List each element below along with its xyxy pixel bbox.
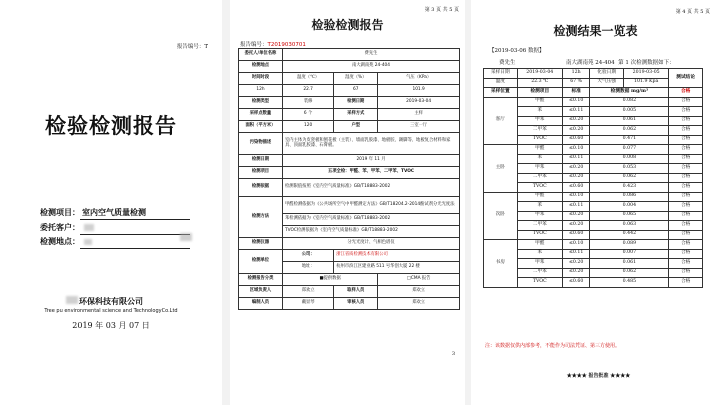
value-cell: 0.423	[590, 183, 669, 193]
cell: ■提供数据	[283, 274, 378, 286]
result-cell: 合格	[669, 259, 703, 269]
cell: 湿度（%）	[334, 73, 378, 85]
item-cell: 二甲苯	[517, 126, 562, 136]
result-cell: 合格	[669, 116, 703, 126]
table-row	[239, 85, 460, 97]
standard-cell: ≤0.60	[562, 278, 589, 288]
cell: 气压（KPa）	[378, 73, 460, 85]
conclusion-header: 测试结论	[669, 69, 703, 88]
table-row	[239, 109, 460, 121]
item-cell: 甲苯	[517, 116, 562, 126]
row-label: 采样点数量	[239, 109, 283, 121]
cell: 地址：	[283, 262, 334, 274]
result-cell: 合格	[669, 164, 703, 174]
standard-cell: ≤0.10	[562, 240, 589, 250]
standard-cell: ≤0.20	[562, 221, 589, 231]
row-label: 检测方法	[239, 197, 283, 238]
cover-item-label: 检测项目：	[40, 208, 80, 217]
row-label: 取样人员	[334, 286, 378, 298]
cover-item-underline	[80, 219, 190, 220]
pollutant-description: 室内主体为皮瓷板和刨花板（主装）、墙面乳胶漆、地板胶、踢脚等、地板复合材料和家具、顶面乳胶漆、石膏板。	[283, 133, 460, 155]
cell: 120	[283, 121, 334, 133]
page3-client: 费先生	[499, 60, 516, 66]
item-cell: TVOC	[517, 183, 562, 193]
standard-cell: ≤0.11	[562, 154, 589, 164]
result-cell: 合格	[669, 135, 703, 145]
company-name: 浙江省质检测技术有限公司	[334, 250, 460, 262]
location-cell: 次卧	[484, 192, 518, 240]
location-cell: 书房	[484, 240, 518, 288]
cover-place-underline	[80, 248, 190, 249]
value-cell: 0.471	[590, 135, 669, 145]
table-row	[484, 173, 703, 183]
standard-cell: ≤0.10	[562, 192, 589, 202]
item-cell: 甲醛	[517, 97, 562, 107]
item-cell: TVOC	[517, 135, 562, 145]
standard-cell: ≤0.60	[562, 183, 589, 193]
value-cell: 0.062	[590, 126, 669, 136]
table-row	[484, 145, 703, 155]
table-row	[239, 121, 460, 133]
value-cell: 0.442	[590, 230, 669, 240]
item-cell: 甲醛	[517, 145, 562, 155]
cover-date: 2019 年 03 月 07 日	[72, 321, 150, 330]
row-label: 时间时段	[239, 73, 283, 85]
cover-client-underline	[80, 234, 190, 235]
standard-cell: ≤0.10	[562, 97, 589, 107]
location-value: 南大湖南苑 24-404	[283, 61, 460, 73]
value-cell: 0.065	[590, 211, 669, 221]
table-row	[484, 126, 703, 136]
report-detail-table	[238, 48, 460, 310]
value-cell: 0.485	[590, 278, 669, 288]
table-row	[239, 179, 460, 197]
cell: 检测限值按照《室内空气质量标准》GB/T18883-2002	[283, 179, 460, 197]
cell: □CMA 报告	[378, 274, 460, 286]
cover-report-number: 报告编号：T	[176, 44, 208, 50]
page3-note: 注：该数据仅供内部参考，不能作为司法凭证、第三方使用。	[485, 343, 621, 349]
cell: 大气压强	[590, 78, 624, 88]
value-cell: 0.077	[590, 145, 669, 155]
item-cell: 二甲苯	[517, 173, 562, 183]
cell: 2019-03-04	[517, 69, 562, 79]
table-row	[484, 97, 703, 107]
item-cell: 甲醛	[517, 192, 562, 202]
value-cell: 0.089	[590, 240, 669, 250]
standard-cell: ≤0.20	[562, 259, 589, 269]
cell: 22.7	[283, 85, 334, 97]
cover-client-label: 委托客户：	[40, 223, 80, 232]
item-cell: 苯	[517, 107, 562, 117]
result-cell: 合格	[669, 240, 703, 250]
table-row	[484, 240, 703, 250]
location-cell: 客厅	[484, 97, 518, 145]
standard-cell: ≤0.11	[562, 202, 589, 212]
table-row	[484, 116, 703, 126]
cell: 6 个	[283, 109, 334, 121]
value-cell: 0.053	[590, 164, 669, 174]
item-cell: TVOC	[517, 230, 562, 240]
cell: 12h	[562, 69, 589, 79]
header-cell: 采样位置	[484, 88, 518, 98]
page3-address-value: 南大湖南苑 24-404	[566, 60, 615, 66]
result-cell: 合格	[669, 183, 703, 193]
row-label: 污染物描述	[239, 133, 283, 155]
table-row	[239, 298, 460, 310]
item-cell: 甲苯	[517, 164, 562, 174]
report-detail-page	[230, 0, 465, 405]
cover-place-field	[40, 236, 82, 247]
cell: 101.9 Kpa	[624, 78, 669, 88]
cell: 2019 年 11 月	[283, 155, 460, 167]
value-cell: 0.061	[590, 259, 669, 269]
table-row	[484, 278, 703, 288]
header-cell: 标准	[562, 88, 589, 98]
value-cell: 0.004	[590, 202, 669, 212]
page-gap	[222, 0, 230, 405]
header-cell: 检测数据 mg/m³	[590, 88, 669, 98]
standard-cell: ≤0.20	[562, 268, 589, 278]
standard-cell: ≤0.20	[562, 173, 589, 183]
table-row	[239, 274, 460, 286]
value-cell: 0.008	[590, 154, 669, 164]
result-cell: 合格	[669, 249, 703, 259]
row-label: 检测日期	[239, 155, 283, 167]
page3-date-line: 【2019-03-06 数据】	[489, 48, 545, 54]
cell: 温度（℃）	[283, 73, 334, 85]
result-cell: 合格	[669, 107, 703, 117]
row-label: 检测类型	[239, 97, 283, 109]
row-label: 区域负责人	[239, 286, 283, 298]
meta-row	[484, 69, 703, 79]
value-cell: 0.082	[590, 97, 669, 107]
item-cell: 苯	[517, 202, 562, 212]
standard-cell: ≤0.11	[562, 107, 589, 117]
table-row	[484, 211, 703, 221]
result-cell: 合格	[669, 145, 703, 155]
table-row	[239, 97, 460, 109]
page2-report-number	[240, 40, 306, 48]
result-cell: 合格	[669, 173, 703, 183]
row-label: 采样方式	[334, 109, 378, 121]
cover-company-en: Tree pu environmental science and TechnologyCo.Ltd	[44, 308, 178, 314]
table-row	[239, 49, 460, 61]
table-row	[239, 61, 460, 73]
cell: 2019-03-04	[378, 97, 460, 109]
cell: 装修	[283, 97, 334, 109]
page2-report-label: 报告编号：	[240, 42, 268, 48]
cover-client-field	[40, 222, 82, 233]
results-page	[471, 0, 720, 405]
cell: TVOC检测依据为《室内空气质量标准》GB/T18883-2002	[283, 226, 460, 238]
page2-title: 检验检测报告	[311, 18, 384, 32]
standard-cell: ≤0.20	[562, 116, 589, 126]
table-row	[484, 164, 703, 174]
result-cell: 合格	[669, 126, 703, 136]
cover-page	[0, 0, 222, 405]
item-cell: 苯	[517, 249, 562, 259]
cell: 分光光度计、气相色谱仪	[283, 238, 460, 250]
item-cell: 苯	[517, 154, 562, 164]
row-label: 检测项目	[239, 167, 283, 179]
row-label: 检测依据	[239, 179, 283, 197]
value-cell: 0.063	[590, 221, 669, 231]
cell: 郑欢立	[378, 298, 460, 310]
table-row	[239, 250, 460, 262]
page2-report-value: T2019030701	[267, 42, 306, 48]
table-row	[239, 197, 460, 214]
result-cell: 合格	[669, 268, 703, 278]
redacted-mark	[180, 233, 192, 241]
cell: 戴显琴	[283, 298, 334, 310]
table-row	[484, 135, 703, 145]
row-label: 检测单位	[239, 250, 283, 274]
cell: 101.9	[378, 85, 460, 97]
result-body	[484, 97, 703, 287]
table-row	[484, 183, 703, 193]
cell: 2019-03-05	[624, 69, 669, 79]
location-cell: 主卧	[484, 145, 518, 193]
table-row	[484, 268, 703, 278]
standard-cell: ≤0.11	[562, 249, 589, 259]
results-table	[483, 68, 703, 288]
cover-place-label: 检测地点：	[40, 237, 80, 246]
standard-cell: ≤0.20	[562, 164, 589, 174]
cell: 三室一厅	[378, 121, 460, 133]
result-cell: 合格	[669, 230, 703, 240]
standard-cell: ≤0.60	[562, 135, 589, 145]
value-cell: 0.062	[590, 268, 669, 278]
row-label: 检测仪器	[239, 238, 283, 250]
item-cell: 二甲苯	[517, 221, 562, 231]
cell: 67 %	[562, 78, 589, 88]
result-cell: 合格	[669, 154, 703, 164]
table-row	[239, 286, 460, 298]
cell: 郑欢立	[283, 286, 334, 298]
value-cell: 0.086	[590, 192, 669, 202]
redacted-client	[84, 224, 94, 231]
table-row	[239, 155, 460, 167]
value-cell: 0.061	[590, 116, 669, 126]
cell: 化验日期	[590, 69, 624, 79]
header-cell: 检测项目	[517, 88, 562, 98]
table-row	[239, 238, 460, 250]
table-row	[484, 107, 703, 117]
row-label: 委托人/单位名称	[239, 49, 283, 61]
table-row	[484, 249, 703, 259]
standard-cell: ≤0.60	[562, 230, 589, 240]
result-cell: 合格	[669, 278, 703, 288]
header-cell: 合格	[669, 88, 703, 98]
value-cell: 0.007	[590, 249, 669, 259]
cover-company: 环保科技有限公司	[79, 297, 143, 306]
cell: 主样	[378, 109, 460, 121]
value-cell: 0.062	[590, 173, 669, 183]
cover-item-value: 室内空气质量检测	[82, 208, 146, 217]
standard-cell: ≤0.10	[562, 145, 589, 155]
table-row	[239, 133, 460, 155]
page3-signature: ★★★★ 报告批准 ★★★★	[566, 373, 631, 379]
redacted-place	[84, 239, 92, 245]
cell: 甲醛检测依据为《公共场所空气中甲醛测定方法》GB/T18204.2-2014酚试剂分光光度法	[283, 197, 460, 214]
cell: 采样日期	[484, 69, 518, 79]
row-label: 检测日期	[334, 97, 378, 109]
page2-page-number: 第 3 页 共 5 页	[424, 7, 459, 13]
page3-page-number: 第 4 页 共 5 页	[675, 9, 710, 15]
row-label: 检测地点	[239, 61, 283, 73]
table-row	[484, 230, 703, 240]
cell: 22.3 ℃	[517, 78, 562, 88]
table-row	[484, 192, 703, 202]
cover-item-field	[40, 207, 146, 218]
result-cell: 合格	[669, 202, 703, 212]
result-cell: 合格	[669, 221, 703, 231]
table-row	[484, 202, 703, 212]
cell: 郑欢立	[378, 286, 460, 298]
row-label: 面积（平方米）	[239, 121, 283, 133]
item-cell: 甲苯	[517, 211, 562, 221]
standard-cell: ≤0.20	[562, 211, 589, 221]
cell: 12h	[239, 85, 283, 97]
row-label: 编制人员	[239, 298, 283, 310]
table-row	[239, 167, 460, 179]
result-cell: 合格	[669, 97, 703, 107]
standard-cell: ≤0.20	[562, 126, 589, 136]
cover-title: 检验检测报告	[45, 114, 177, 138]
cell: 公司：	[283, 250, 334, 262]
cell: 67	[334, 85, 378, 97]
table-row	[484, 259, 703, 269]
test-items: 五项全检：甲醛、苯、甲苯、二甲苯、TVOC	[283, 167, 460, 179]
page2-footer: 3	[451, 351, 455, 357]
item-cell: 甲醛	[517, 240, 562, 250]
item-cell: 二甲苯	[517, 268, 562, 278]
page3-sub-note: 第 1 次检测数据如下：	[618, 60, 675, 66]
client-value: 费先生	[283, 49, 460, 61]
table-row	[484, 221, 703, 231]
item-cell: 甲苯	[517, 259, 562, 269]
table-row	[484, 154, 703, 164]
row-label: 户型	[334, 121, 378, 133]
cell: 温度	[484, 78, 518, 88]
result-cell: 合格	[669, 192, 703, 202]
item-cell: TVOC	[517, 278, 562, 288]
row-label: 审核人员	[334, 298, 378, 310]
header-row	[484, 88, 703, 98]
company-address: 杭州市滨江区建业路 511 号华创大厦 22 楼	[334, 262, 460, 274]
cell: 苯检测依据为《室内空气质量标准》GB/T18883-2002	[283, 214, 460, 226]
value-cell: 0.005	[590, 107, 669, 117]
row-label: 检测报告分类	[239, 274, 283, 286]
table-row	[239, 73, 460, 85]
page3-title: 检测结果一览表	[553, 24, 638, 38]
result-cell: 合格	[669, 211, 703, 221]
page3-address	[566, 58, 675, 66]
